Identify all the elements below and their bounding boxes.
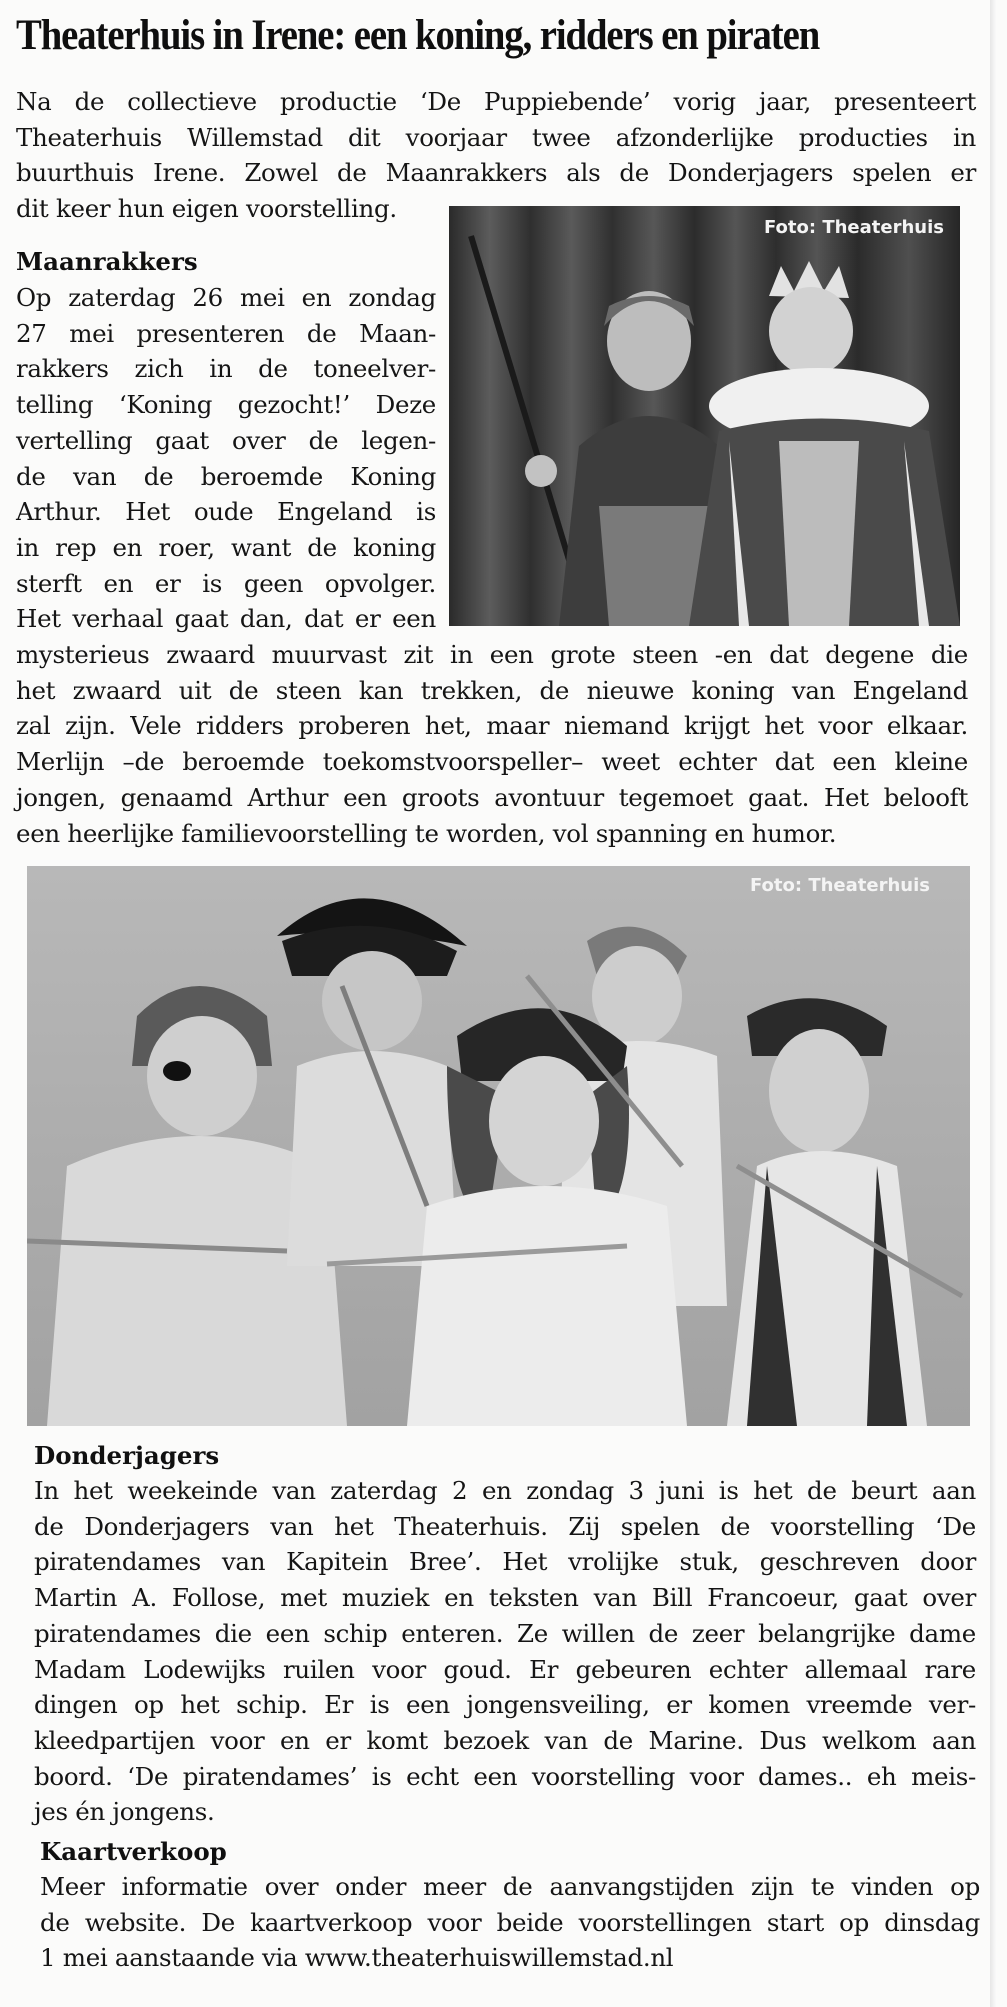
body-line: 1 mei aanstaande via www.theaterhuiswillemstad.nl	[40, 1943, 674, 1973]
photo-credit: Foto: Theaterhuis	[763, 217, 944, 238]
body-line: boord. ‘De piratendames’ is echt een voorstelling voor dames.. eh meis-	[34, 1761, 976, 1791]
maanrakkers-narrow-text	[16, 280, 436, 637]
body-line: mysterieus zwaard muurvast zit in een grote steen -en dat degene die	[16, 640, 968, 669]
body-line: piratendames van Kapitein Bree’. Het vrolijke stuk, geschreven door	[34, 1547, 976, 1577]
intro-line: Na de collectieve productie ‘De Puppiebende’ vorig jaar, presenteert	[16, 87, 976, 116]
body-line: Arthur. Het oude Engeland is	[16, 497, 436, 527]
kaartverkoop-text	[40, 1869, 980, 1976]
body-line: de van de beroemde Koning	[16, 461, 436, 491]
body-line: rakkers zich in de toneelver-	[16, 354, 436, 384]
intro-line: dit keer hun eigen voorstelling.	[16, 194, 397, 224]
photo-credit: Foto: Theaterhuis	[749, 875, 930, 896]
section-heading-donderjagers: Donderjagers	[34, 1441, 220, 1470]
body-line: Madam Lodewijks ruilen voor goud. Er gebeuren echter allemaal rare	[34, 1654, 976, 1684]
body-line: 27 mei presenteren de Maan-	[16, 318, 436, 348]
article-headline: Theaterhuis in Irene: een koning, ridders en piraten	[16, 12, 820, 59]
donderjagers-text	[34, 1473, 976, 1830]
photo-king-and-knight	[449, 206, 960, 626]
body-line: een heerlijke familievoorstelling te worden, vol spanning en humor.	[16, 818, 837, 848]
photo-pirates	[27, 866, 970, 1426]
section-heading-kaartverkoop: Kaartverkoop	[40, 1837, 227, 1866]
body-line: jongen, genaamd Arthur een groots avontuur tegemoet gaat. Het belooft	[16, 782, 968, 812]
body-line: Op zaterdag 26 mei en zondag	[16, 283, 436, 312]
body-line: dingen op het schip. Er is een jongensveiling, er komen vreemde ver-	[34, 1690, 976, 1720]
body-line: jes én jongens.	[34, 1797, 215, 1827]
maanrakkers-wide-text	[16, 637, 968, 851]
body-line: piratendames die een schip enteren. Ze willen de zeer belangrijke dame	[34, 1618, 976, 1648]
body-line: de Donderjagers van het Theaterhuis. Zij spelen de voorstelling ‘De	[34, 1511, 976, 1541]
page-edge-rule	[990, 0, 996, 2007]
body-line: vertelling gaat over de legen-	[16, 425, 436, 455]
body-line: in rep en roer, want de koning	[16, 532, 436, 562]
intro-line: Theaterhuis Willemstad dit voorjaar twee afzonderlijke producties in	[16, 122, 976, 152]
body-line: Het verhaal gaat dan, dat er een	[16, 604, 436, 634]
body-line: telling ‘Koning gezocht!’ Deze	[16, 390, 436, 420]
body-line: het zwaard uit de steen kan trekken, de nieuwe koning van Engeland	[16, 675, 968, 705]
body-line: Martin A. Follose, met muziek en teksten van Bill Francoeur, gaat over	[34, 1583, 976, 1613]
section-heading-maanrakkers: Maanrakkers	[16, 247, 198, 276]
body-line: de website. De kaartverkoop voor beide voorstellingen start op dinsdag	[40, 1907, 980, 1937]
body-line: Merlijn –de beroemde toekomstvoorspeller– weet echter dat een kleine	[16, 747, 968, 777]
body-line: sterft en er is geen opvolger.	[16, 568, 436, 598]
body-line: Meer informatie over onder meer de aanvangstijden zijn te vinden op	[40, 1872, 980, 1901]
body-line: kleedpartijen voor en er komt bezoek van de Marine. Dus welkom aan	[34, 1725, 976, 1755]
body-line: In het weekeinde van zaterdag 2 en zondag 3 juni is het de beurt aan	[34, 1476, 976, 1505]
body-line: zal zijn. Vele ridders proberen het, maar niemand krijgt het voor elkaar.	[16, 711, 968, 741]
intro-line: buurthuis Irene. Zowel de Maanrakkers als de Donderjagers spelen er	[16, 158, 976, 188]
